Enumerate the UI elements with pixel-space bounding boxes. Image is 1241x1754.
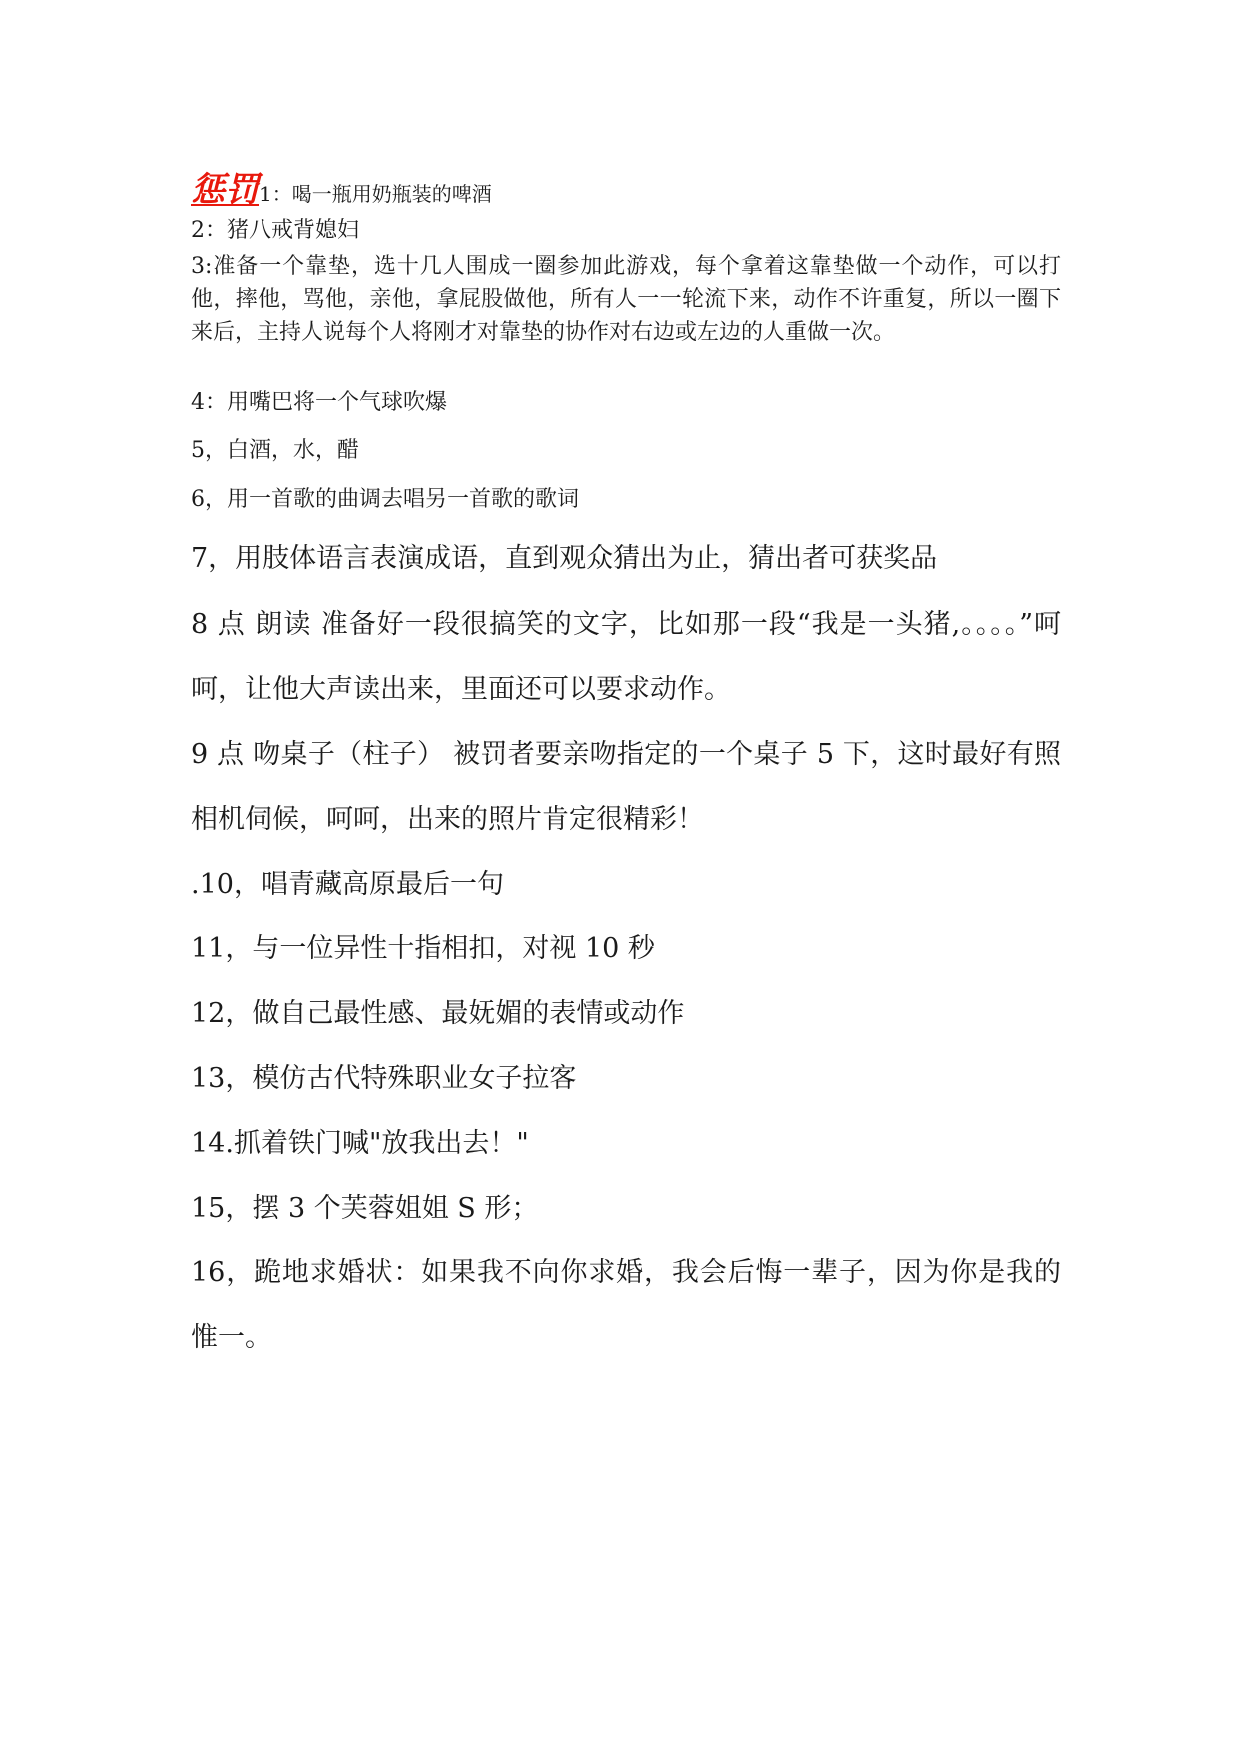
list-item: 1：喝一瓶用奶瓶装的啤酒: [259, 182, 492, 206]
list-item: 11，与一位异性十指相扣，对视 10 秒: [191, 933, 655, 964]
heading: 惩罚: [191, 170, 259, 210]
list-item: 4：用嘴巴将一个气球吹爆: [191, 390, 447, 415]
list-item: 14.抓着铁门喊"放我出去！": [191, 1128, 529, 1159]
list-item: 2：猪八戒背媳妇: [191, 218, 359, 243]
list-item: 7，用肢体语言表演成语，直到观众猜出为止，猜出者可获奖品: [191, 543, 938, 574]
list-item: 9 点 吻桌子（柱子） 被罚者要亲吻指定的一个桌子 5 下，这时最好有照相机伺候，呵呵，出来的照片肯定很精彩！: [191, 739, 1061, 835]
list-item: 3:准备一个靠垫，选十几人围成一圈参加此游戏，每个拿着这靠垫做一个动作，可以打他，摔他，骂他，亲他，拿屁股做他，所有人一一轮流下来，动作不许重复，所以一圈下来后，主持人说每个人将刚才对靠垫的协作对右边或左边的人重做一次。: [191, 254, 1061, 345]
list-item: 12，做自己最性感、最妩媚的表情或动作: [191, 998, 685, 1029]
list-item: .10，唱青藏高原最后一句: [191, 869, 504, 900]
list-item: 5，白酒，水，醋: [191, 438, 359, 463]
list-item: 8 点 朗读 准备好一段很搞笑的文字，比如那一段“我是一头猪,。。。。”呵呵，让他大声读出来，里面还可以要求动作。: [191, 609, 1061, 705]
list-item: 13，模仿古代特殊职业女子拉客: [191, 1063, 577, 1094]
title-row: [191, 162, 492, 211]
list-item: 6，用一首歌的曲调去唱另一首歌的歌词: [191, 487, 579, 512]
list-item: 15，摆 3 个芙蓉姐姐 S 形；: [191, 1193, 539, 1224]
list-item: 16，跪地求婚状：如果我不向你求婚，我会后悔一辈子，因为你是我的惟一。: [191, 1257, 1061, 1353]
